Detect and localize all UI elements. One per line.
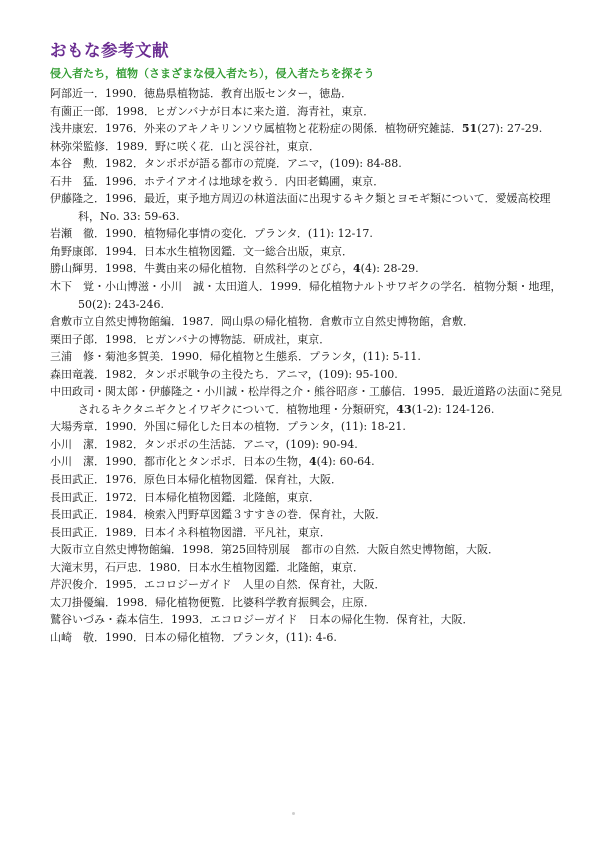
reference-item	[50, 541, 565, 559]
reference-text: 伊藤隆之．1996．最近，東予地方周辺の林道法面に出現するキク類とヨモギ類について．愛媛高校理科，No. 33: 59-63.	[50, 192, 551, 223]
reference-text: 三浦 修・菊池多賀美．1990．帰化植物と生態系．プランタ，(11): 5-11.	[50, 350, 421, 364]
reference-text: 長田武正．1972．日本帰化植物図鑑．北隆館，東京．	[50, 490, 320, 504]
reference-text: 鷲谷いづみ・森本信生．1993．エコロジーガイド 日本の帰化生物．保育社，大阪．	[50, 613, 474, 627]
page-title: おもな参考文献	[50, 41, 169, 60]
reference-text: 大滝末男，石戸忠．1980．日本水生植物図鑑．北隆館，東京．	[50, 560, 364, 574]
reference-text: 芹沢俊介．1995．エコロジーガイド 人里の自然．保育社，大阪．	[50, 578, 386, 592]
reference-item	[50, 103, 565, 121]
reference-item	[50, 348, 565, 366]
reference-volume: 4	[309, 455, 317, 469]
reference-item	[50, 436, 565, 454]
reference-item	[50, 85, 565, 103]
reference-text: 倉敷市立自然史博物館編．1987．岡山県の帰化植物．倉敷市立自然史博物館，倉敷．	[50, 315, 474, 329]
reference-text: 長田武正．1984．検索入門野草図鑑３すすきの巻．保育社，大阪．	[50, 508, 387, 522]
reference-item	[50, 418, 565, 436]
reference-text: 林弥栄監修．1989．野に咲く花．山と渓谷社，東京．	[50, 139, 320, 153]
reference-text: 木下 覚・小山博滋・小川 誠・太田道人．1999．帰化植物ナルトサワギクの学名．植物分類・地理，50(2): 243-246.	[50, 280, 562, 311]
reference-volume: 4	[353, 262, 361, 276]
reference-item	[50, 576, 565, 594]
reference-item	[50, 331, 565, 349]
page-mark	[292, 812, 295, 815]
reference-item	[50, 383, 565, 418]
reference-item	[50, 278, 565, 313]
reference-text: 大阪市立自然史博物館編．1998．第25回特別展 都市の自然．大阪自然史博物館，大阪．	[50, 543, 499, 557]
reference-text: 長田武正．1976．原色日本帰化植物図鑑．保育社，大阪．	[50, 473, 342, 487]
reference-text: 角野康郎．1994．日本水生植物図鑑．文一総合出版，東京．	[50, 244, 353, 258]
reference-item	[50, 243, 565, 261]
reference-text: 山崎 敬．1990．日本の帰化植物．プランタ，(11): 4-6.	[50, 630, 337, 644]
reference-item	[50, 594, 565, 612]
reference-item	[50, 453, 565, 471]
reference-item	[50, 471, 565, 489]
reference-pages: (4): 60-64.	[316, 455, 375, 469]
reference-text: 小川 潔．1990．都市化とタンポポ．日本の生物，	[50, 455, 309, 469]
reference-item	[50, 489, 565, 507]
reference-text: 長田武正．1989．日本イネ科植物図譜．平凡社，東京．	[50, 525, 331, 539]
reference-item	[50, 225, 565, 243]
reference-text: 栗田子郎．1998．ヒガンバナの博物誌．研成社，東京．	[50, 332, 331, 346]
reference-list	[50, 85, 565, 647]
reference-text: 小川 潔．1982．タンポポの生活誌．アニマ，(109): 90-94.	[50, 437, 358, 451]
reference-item	[50, 524, 565, 542]
reference-item	[50, 120, 565, 138]
reference-text: 本谷 勲．1982．タンポポが語る都市の荒廃．アニマ，(109): 84-88.	[50, 157, 402, 171]
reference-item	[50, 190, 565, 225]
reference-item	[50, 173, 565, 191]
reference-text: 太刀掛優編．1998．帰化植物便覧．比婆科学教育振興会，庄原．	[50, 595, 375, 609]
reference-item	[50, 260, 565, 278]
reference-pages: (4): 28-29.	[360, 262, 419, 276]
reference-pages: (1-2): 124-126.	[411, 402, 495, 416]
reference-item	[50, 559, 565, 577]
reference-text: 勝山輝男．1998．牛糞由来の帰化植物．自然科学のとびら，	[50, 262, 353, 276]
reference-item	[50, 629, 565, 647]
reference-text: 大場秀章．1990．外国に帰化した日本の植物．プランタ，(11): 18-21.	[50, 420, 406, 434]
reference-text: 阿部近一．1990．徳島県植物誌．教育出版センター，徳島．	[50, 87, 353, 100]
reference-item	[50, 313, 565, 331]
reference-item	[50, 366, 565, 384]
reference-item	[50, 506, 565, 524]
reference-text: 有薗正一郎．1998．ヒガンバナが日本に来た道．海青社，東京．	[50, 104, 375, 118]
bibliography-page	[50, 40, 565, 647]
reference-text: 森田竜義．1982．タンポポ戦争の主役たち．アニマ，(109): 95-100.	[50, 367, 398, 381]
reference-item	[50, 138, 565, 156]
reference-pages: (27): 27-29.	[477, 122, 543, 136]
reference-text: 岩瀬 徹．1990．植物帰化事情の変化．プランタ．(11): 12-17.	[50, 227, 373, 241]
reference-text: 中田政司・関太郎・伊藤隆之・小川誠・松岸得之介・熊谷昭彦・工藤信．1995．最近道路の法面に発見されるキクタニギクとイワギクについて．植物地理・分類研究，	[50, 385, 562, 416]
section-subtitle: 侵入者たち，植物（さまざまな侵入者たち），侵入者たちを探そう	[50, 67, 375, 80]
reference-volume: 51	[461, 122, 478, 136]
reference-item	[50, 611, 565, 629]
reference-text: 浅井康宏．1976．外来のアキノキリンソウ属植物と花粉症の関係．植物研究雑誌．	[50, 122, 462, 136]
reference-item	[50, 155, 565, 173]
reference-volume: 43	[396, 402, 412, 416]
reference-text: 石井 猛．1996．ホテイアオイは地球を救う．内田老鶴圃，東京．	[50, 174, 385, 188]
